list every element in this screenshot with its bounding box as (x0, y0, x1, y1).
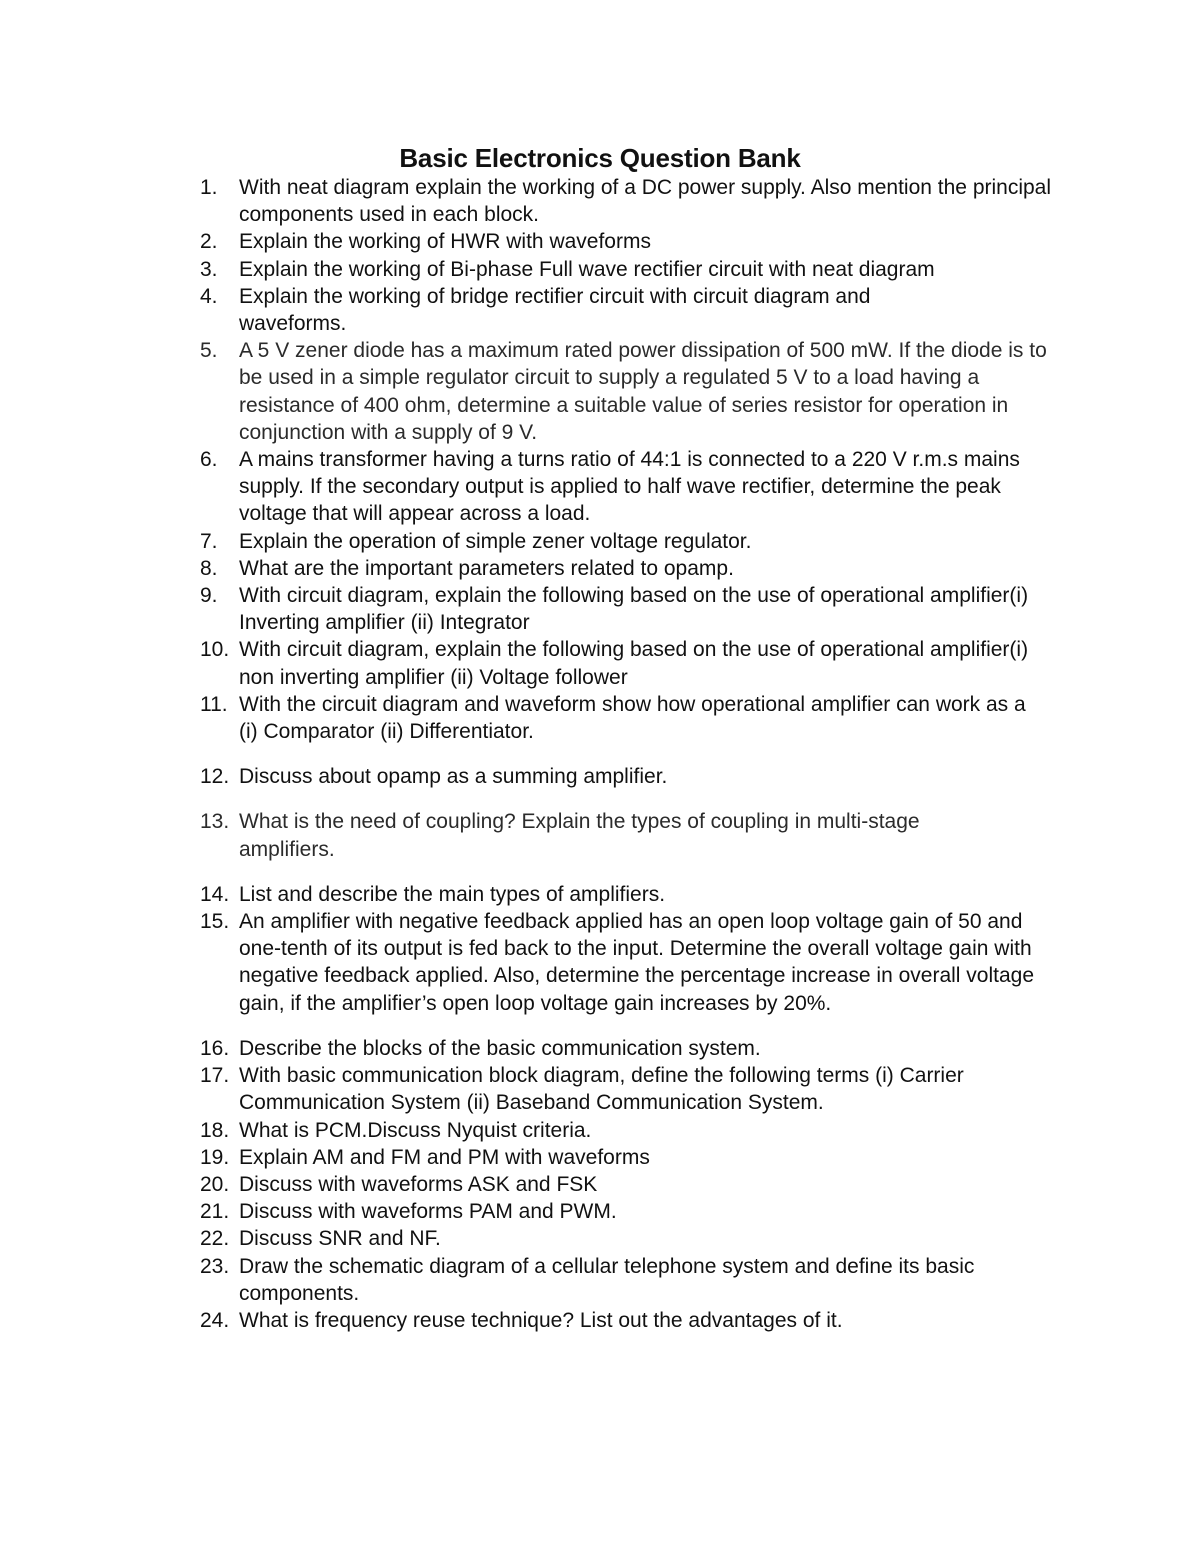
question-item (200, 636, 1080, 690)
question-text: With basic communication block diagram, define the following terms (i) Carrier Communication System (ii) Baseband Communication System. (239, 1064, 964, 1115)
question-number: 8. (200, 556, 218, 580)
question-number: 16. (200, 1036, 230, 1060)
question-item (200, 763, 1080, 790)
question-number: 15. (200, 910, 230, 934)
question-item (200, 555, 1080, 582)
question-number: 3. (200, 257, 218, 281)
question-item (200, 1253, 1080, 1307)
question-number: 9. (200, 584, 218, 608)
question-text: Discuss about opamp as a summing amplifier. (239, 765, 668, 789)
question-item (200, 1144, 1080, 1171)
question-list (200, 174, 1080, 1334)
question-item (200, 1062, 1080, 1116)
question-item (200, 174, 1080, 228)
question-text: With circuit diagram, explain the following based on the use of operational amplifier(i) Inverting amplifier (ii) Integrator (239, 584, 1029, 635)
question-item (200, 256, 1080, 283)
question-number: 20. (200, 1172, 230, 1196)
question-item (200, 1307, 1080, 1334)
question-text: List and describe the main types of amplifiers. (239, 882, 666, 906)
question-item (200, 228, 1080, 255)
question-number: 18. (200, 1118, 230, 1142)
question-item (200, 446, 1080, 528)
question-item (200, 808, 1080, 862)
question-number: 17. (200, 1064, 230, 1088)
question-text: Explain the working of Bi-phase Full wave rectifier circuit with neat diagram (239, 257, 935, 281)
question-number: 14. (200, 882, 230, 906)
question-item (200, 582, 1080, 636)
question-number: 24. (200, 1308, 230, 1332)
question-item (200, 881, 1080, 908)
question-text: Explain the working of HWR with waveforms (239, 230, 651, 254)
question-text: Discuss SNR and NF. (239, 1227, 441, 1251)
question-text: Discuss with waveforms PAM and PWM. (239, 1200, 617, 1224)
question-text: With neat diagram explain the working of a DC power supply. Also mention the principal components used in each block. (239, 176, 1052, 227)
question-text: With the circuit diagram and waveform show how operational amplifier can work as a (i) Comparator (ii) Differentiator. (239, 692, 1026, 744)
question-number: 23. (200, 1254, 230, 1278)
question-number: 7. (200, 529, 218, 553)
question-text: Discuss with waveforms ASK and FSK (239, 1172, 598, 1196)
question-text: Explain the operation of simple zener voltage regulator. (239, 529, 752, 553)
question-text: What are the important parameters related to opamp. (239, 556, 734, 580)
question-item (200, 1035, 1080, 1062)
question-text: What is frequency reuse technique? List out the advantages of it. (239, 1308, 843, 1332)
question-item (200, 283, 1080, 337)
question-item (200, 528, 1080, 555)
question-item (200, 691, 1080, 745)
page-title: Basic Electronics Question Bank (399, 143, 801, 173)
question-text: A 5 V zener diode has a maximum rated power dissipation of 500 mW. If the diode is to be used in a simple regulator circuit to supply a regulated 5 V to a load having a resistance of 400 ohm, determine a suitable value of series resistor for operation in conjunction with a supply of 9 V. (239, 339, 1047, 444)
question-number: 13. (200, 810, 230, 834)
question-text: What is the need of coupling? Explain the types of coupling in multi-stage amplifiers. (239, 810, 920, 861)
question-item (200, 908, 1080, 1017)
question-number: 21. (200, 1200, 230, 1224)
question-item (200, 337, 1080, 446)
question-text: An amplifier with negative feedback applied has an open loop voltage gain of 50 and one-tenth of its output is fed back to the input. Determine the overall voltage gain with negative feedback applied. Also, determine the percentage increase in overall voltage gain, if the amplifier’s open loop voltage gain increases by 20%. (239, 910, 1035, 1015)
question-number: 4. (200, 284, 218, 308)
question-item (200, 1198, 1080, 1225)
question-text: With circuit diagram, explain the following based on the use of operational amplifier(i) non inverting amplifier (ii) Voltage follower (239, 638, 1029, 689)
question-text: Explain AM and FM and PM with waveforms (239, 1145, 650, 1169)
question-text: Explain the working of bridge rectifier circuit with circuit diagram and waveforms. (239, 284, 871, 336)
question-number: 11. (200, 692, 228, 716)
question-number: 5. (200, 339, 218, 363)
question-number: 19. (200, 1145, 230, 1169)
question-text: Draw the schematic diagram of a cellular telephone system and define its basic components. (239, 1254, 975, 1305)
question-text: Describe the blocks of the basic communication system. (239, 1036, 761, 1060)
question-number: 2. (200, 230, 218, 254)
question-number: 10. (200, 638, 230, 662)
question-number: 22. (200, 1227, 230, 1251)
question-number: 12. (200, 765, 230, 789)
question-item (200, 1171, 1080, 1198)
question-text: What is PCM.Discuss Nyquist criteria. (239, 1118, 592, 1142)
question-item (200, 1117, 1080, 1144)
question-item (200, 1225, 1080, 1252)
question-text: A mains transformer having a turns ratio of 44:1 is connected to a 220 V r.m.s mains supply. If the secondary output is applied to half wave rectifier, determine the peak voltage that will appear across a load. (239, 448, 1020, 526)
question-number: 1. (200, 176, 218, 199)
question-number: 6. (200, 448, 218, 472)
